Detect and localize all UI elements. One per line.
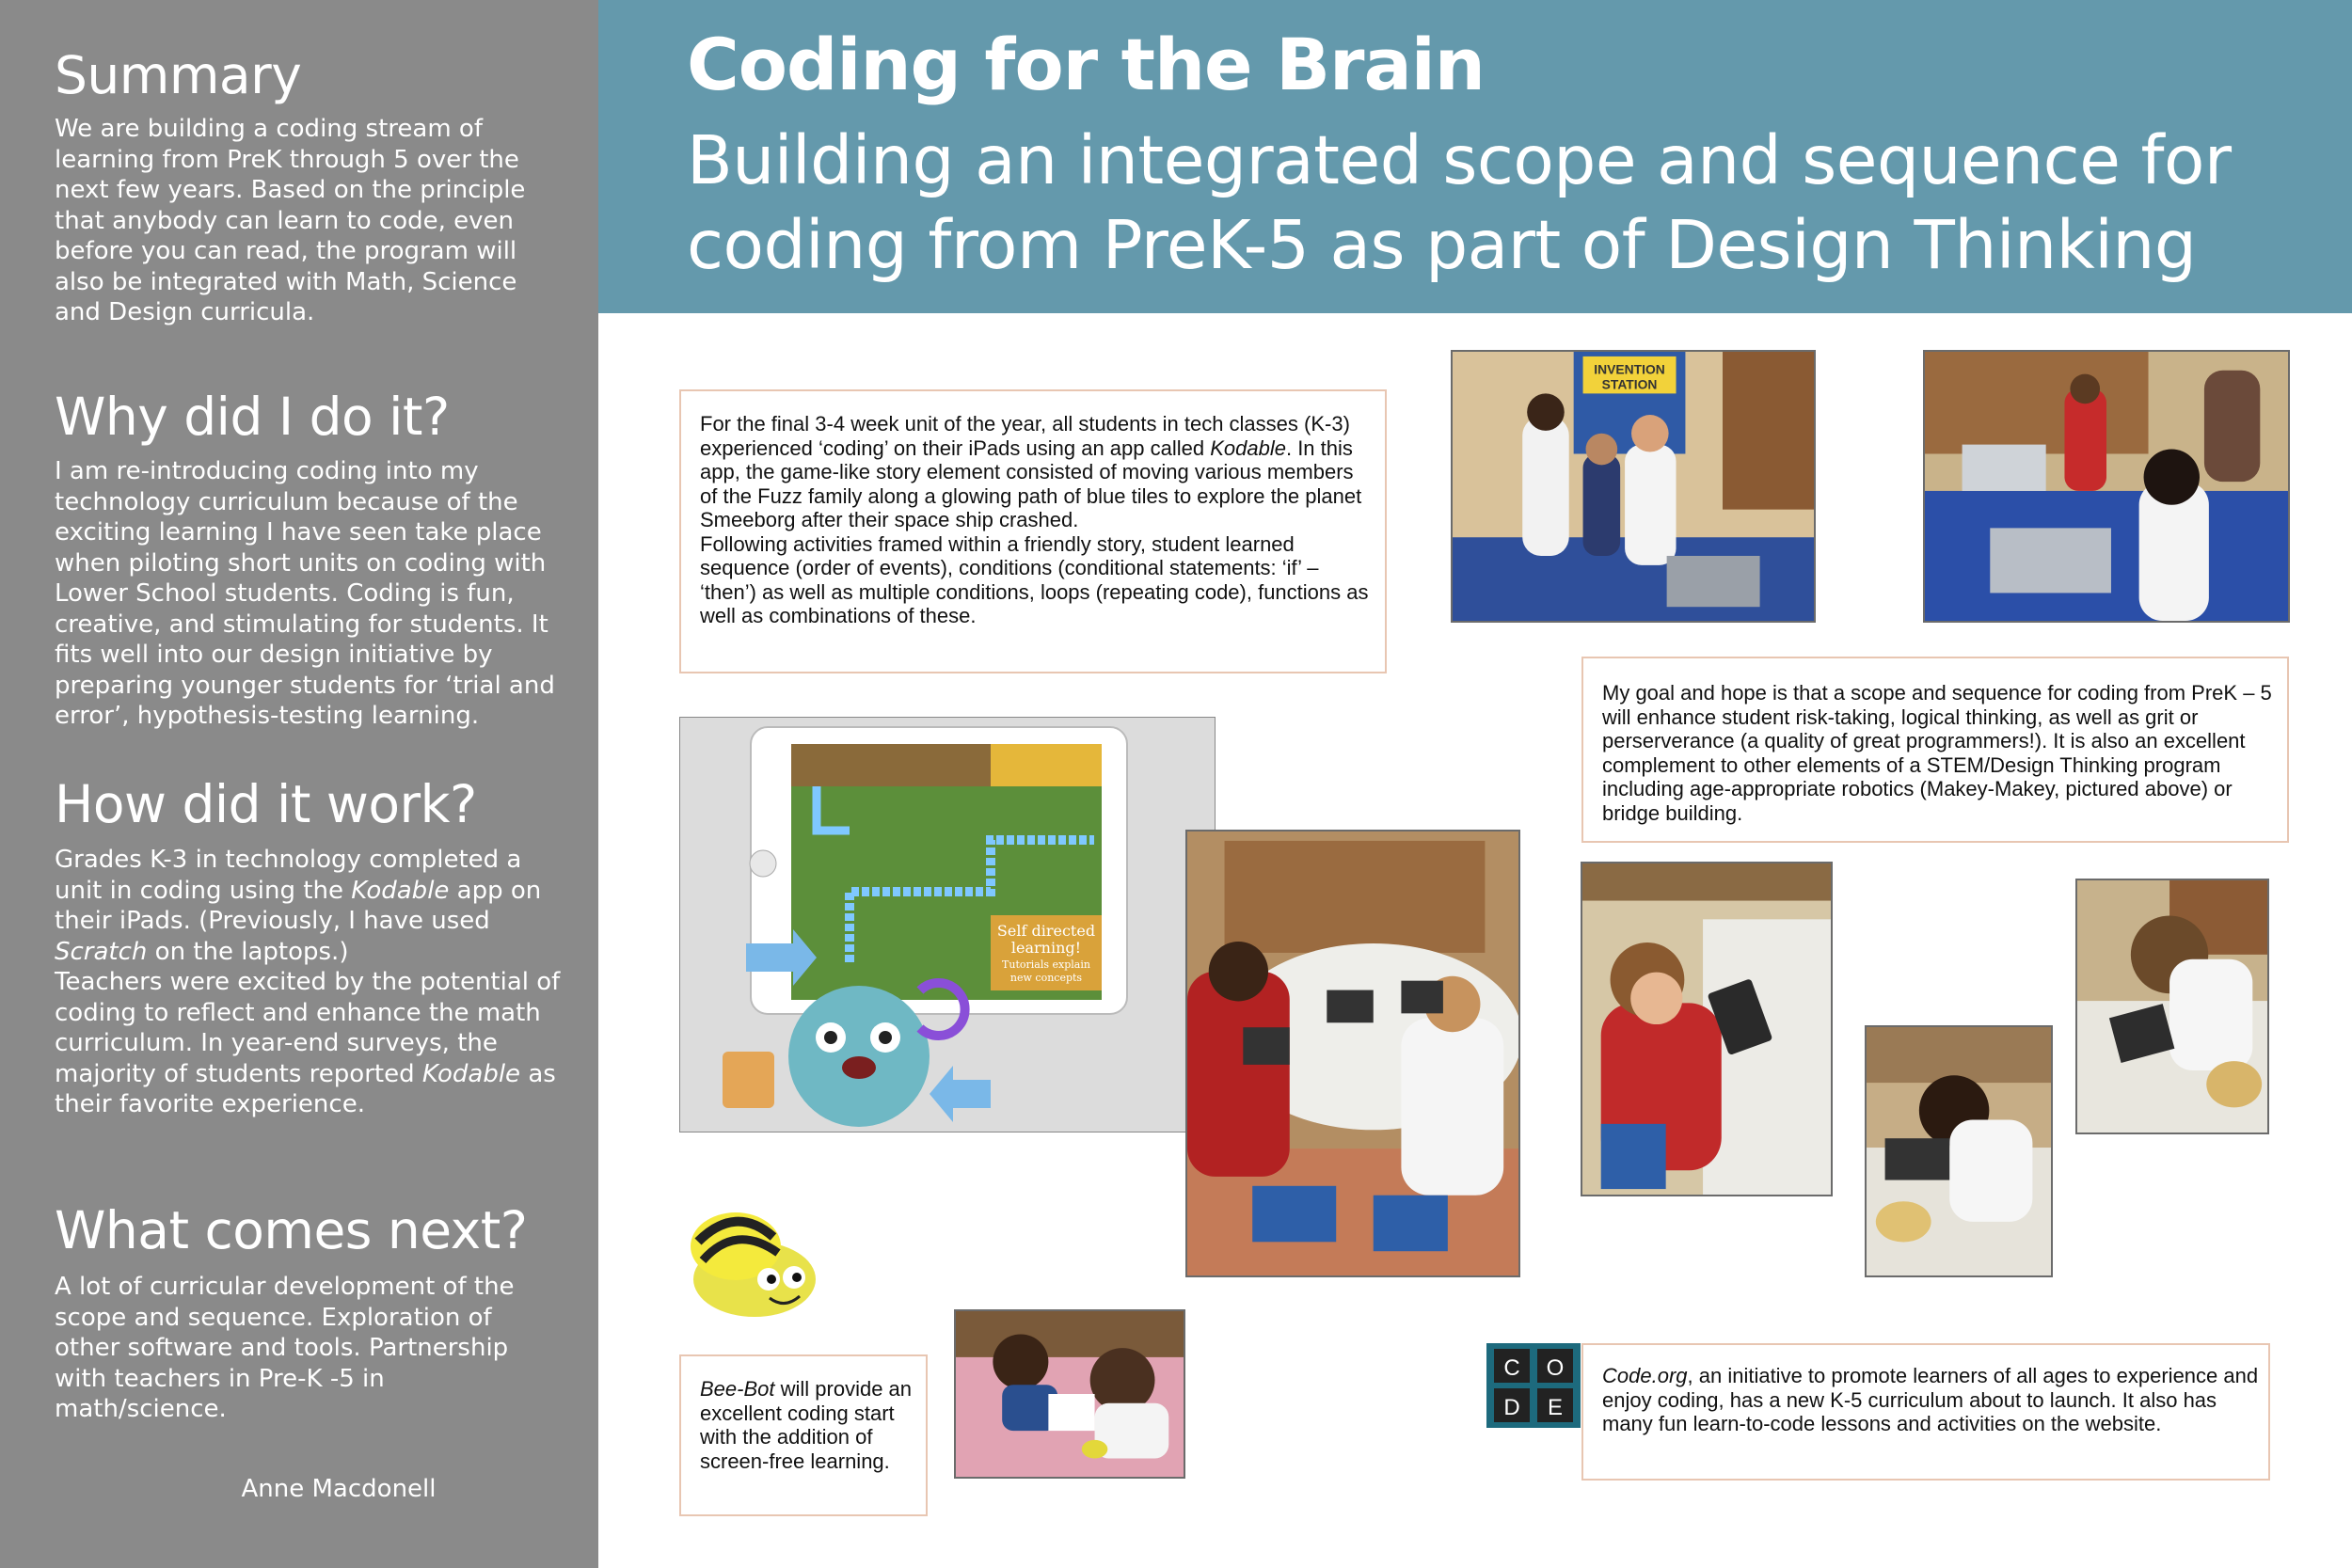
invention-sign-line1: INVENTION [1594, 361, 1665, 377]
summary-text: We are building a coding stream of learning from PreK through 5 over the next few years. Based on the principle that anybody can learn to code, even before you can read, the program will also be integrated with Math, Science and Design curricula. [55, 115, 526, 326]
beebot-image [679, 1195, 830, 1326]
photo-girl-with-ipad [1865, 1025, 2053, 1277]
how-heading: How did it work? [55, 774, 477, 834]
logo-letter-e: E [1547, 1395, 1564, 1420]
kodable-banner-line1: Self directed [996, 922, 1096, 940]
photo-invention-station [1451, 350, 1816, 623]
header-banner [598, 0, 2352, 313]
photo-boy-with-ipad [1581, 862, 1833, 1196]
invention-sign-line2: STATION [1601, 376, 1658, 392]
codeorg-text-box: Code.org, an initiative to promote learners of all ages to experience and enjoy coding, has a new K-5 curriculum about to launch. It also has many fun learn-to-code lessons and activities on the website. [1581, 1343, 2270, 1481]
logo-letter-o: O [1546, 1355, 1565, 1381]
author-name: Anne Macdonell [241, 1475, 437, 1503]
photo-makey-makey-laptops [1923, 350, 2290, 623]
kodable-text-box: For the final 3-4 week unit of the year, all students in tech classes (K-3) experienced ‘coding’ on their iPads using an app called Kodable. In this app, the game-like story element consisted of moving various members of the Fuzz family along a glowing path of blue tiles to explore the planet Smeeborg after their space ship crashed. Following activities framed within a friendly story, student learned sequence (order of events), conditions (conditional statements: ‘if’ – ‘then’) as well as multiple conditions, loops (repeating code), functions as well as combinations of these. [679, 389, 1387, 673]
sidebar [0, 0, 598, 1568]
kodable-banner-line3: Tutorials explain [1002, 958, 1090, 971]
next-heading: What comes next? [55, 1200, 528, 1260]
why-text: I am re-introducing coding into my technology curriculum because of the exciting learning I have seen take place when piloting short units on coding with Lower School students. Coding is fun, creative, and stimulating for students. It fits well into our design initiative by preparing younger students for ‘trial and error’, hypothesis-testing learning. [55, 457, 555, 730]
photo-table-group-ipads [1185, 830, 1520, 1277]
next-text: A lot of curricular development of the scope and sequence. Exploration of other software and tools. Partnership with teachers in Pre-K -5 in math/science. [55, 1273, 515, 1423]
kodable-app-screenshot [679, 717, 1216, 1132]
how-text: Grades K-3 in technology completed a unit in coding using the Kodable app on their iPads. (Previously, I have used Scratch on the laptops.) Teachers were excited by the potential of coding to reflect and enhance the math curriculum. In year-end surveys, the majority of students reported Kodable as their favorite experience. [55, 846, 561, 1118]
kodable-banner-line4: new concepts [1009, 972, 1083, 984]
summary-heading: Summary [55, 45, 302, 105]
page-subtitle: Building an integrated scope and sequence for coding from PreK-5 as part of Design Thinking [687, 121, 2232, 284]
beebot-text-box: Bee-Bot will provide an excellent coding start with the addition of screen-free learning. [679, 1354, 928, 1516]
photo-girl-looking-down [2075, 879, 2269, 1134]
logo-letter-d: D [1503, 1395, 1520, 1420]
why-heading: Why did I do it? [55, 387, 450, 447]
page-title: Coding for the Brain [687, 23, 1485, 106]
photo-beebot-play [954, 1309, 1185, 1479]
logo-letter-c: C [1503, 1355, 1520, 1381]
kodable-banner-line2: learning! [1010, 939, 1082, 957]
code-org-logo [1486, 1343, 1581, 1428]
goal-text-box: My goal and hope is that a scope and sequence for coding from PreK – 5 will enhance student risk-taking, logical thinking, as well as grit or perserverance (a quality of great programmers!). It is also an excellent complement to other elements of a STEM/Design Thinking program including age-appropriate robotics (Makey-Makey, pictured above) or bridge building. [1581, 657, 2289, 843]
